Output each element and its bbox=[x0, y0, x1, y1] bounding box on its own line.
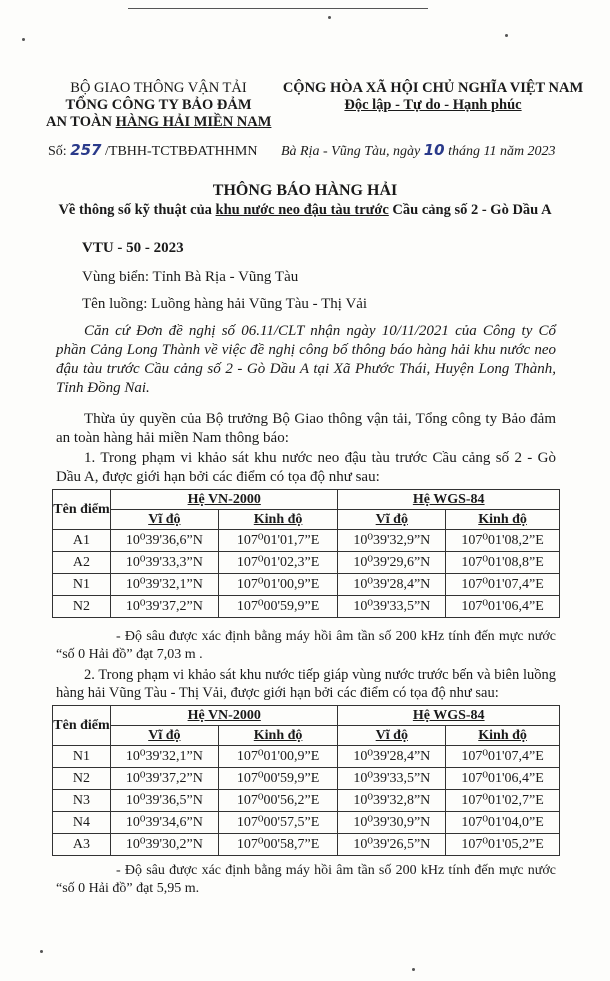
scan-speck bbox=[40, 950, 43, 953]
header-longitude: Kinh độ bbox=[218, 726, 338, 746]
header-latitude: Vĩ độ bbox=[110, 726, 218, 746]
document-subtitle: Về thông số kỹ thuật của khu nước neo đậu tàu trước Cầu cảng số 2 - Gò Dầu A bbox=[58, 202, 552, 218]
header-longitude: Kinh độ bbox=[446, 510, 560, 530]
national-header bbox=[268, 80, 598, 114]
header-point-name: Tên điểm bbox=[53, 706, 111, 746]
header-longitude: Kinh độ bbox=[218, 510, 338, 530]
table-row: A1 10⁰39'36,6”N 107⁰01'01,7”E 10⁰39'32,9”N 107⁰01'08,2”E bbox=[53, 530, 560, 552]
table-row: A2 10⁰39'33,3”N 107⁰01'02,3”E 10⁰39'29,6”N 107⁰01'08,8”E bbox=[53, 552, 560, 574]
section-1-text: 1. Trong phạm vi khảo sát khu nước neo đậu tàu trước Cầu cảng số 2 - Gò Dầu A, được giới hạn bởi các điểm có tọa độ như sau: bbox=[56, 450, 556, 485]
document-date: Bà Rịa - Vũng Tàu, ngày 10 tháng 11 năm 2023 bbox=[281, 141, 556, 159]
table-row: A3 10⁰39'30,2”N 107⁰00'58,7”E 10⁰39'26,5”N 107⁰01'05,2”E bbox=[53, 834, 560, 856]
table-row: N1 10⁰39'32,1”N 107⁰01'00,9”E 10⁰39'28,4”N 107⁰01'07,4”E bbox=[53, 574, 560, 596]
authority-paragraph: Thừa ủy quyền của Bộ trưởng Bộ Giao thông vận tải, Tổng công ty Bảo đảm an toàn hàng hải miền Nam thông báo: bbox=[56, 411, 556, 446]
corporation-name: TỔNG CÔNG TY BẢO ĐẢM bbox=[65, 97, 252, 113]
document-title: THÔNG BÁO HÀNG HẢI bbox=[212, 182, 398, 199]
table-row: N3 10⁰39'36,5”N 107⁰00'56,2”E 10⁰39'32,8”N 107⁰01'02,7”E bbox=[53, 790, 560, 812]
header-latitude: Vĩ độ bbox=[338, 510, 446, 530]
coordinates-table-1 bbox=[52, 489, 560, 618]
depth-note-2: - Độ sâu được xác định bằng máy hồi âm tần số 200 kHz tính đến mực nước “số 0 Hải đồ” đạt 5,95 m. bbox=[56, 863, 556, 896]
corporation-name-2: AN TOÀN HÀNG HẢI MIỀN NAM bbox=[46, 114, 272, 130]
motto: Độc lập - Tự do - Hạnh phúc bbox=[344, 97, 522, 113]
basis-paragraph: Căn cứ Đơn đề nghị số 06.11/CLT nhận ngày 10/11/2021 của Công ty Cổ phần Cảng Long Thành về việc đề nghị công bố thông báo hàng hải khu nước neo đậu tàu trước Cầu cảng số 2 - Gò Dầu A tại Xã Phước Thái, Huyện Long Thành, Tỉnh Đồng Nai. bbox=[56, 323, 556, 396]
channel-name: Tên luồng: Luồng hàng hải Vũng Tàu - Thị Vải bbox=[82, 296, 368, 312]
header-latitude: Vĩ độ bbox=[338, 726, 446, 746]
scan-speck bbox=[22, 38, 25, 41]
coordinates-table-2 bbox=[52, 705, 560, 856]
notice-code: VTU - 50 - 2023 bbox=[82, 240, 184, 256]
ministry-name: BỘ GIAO THÔNG VẬN TẢI bbox=[70, 80, 247, 96]
header-wgs84: Hệ WGS-84 bbox=[338, 490, 560, 510]
handwritten-day: 10 bbox=[423, 141, 445, 159]
table-row: N2 10⁰39'37,2”N 107⁰00'59,9”E 10⁰39'33,5”N 107⁰01'06,4”E bbox=[53, 768, 560, 790]
scan-speck bbox=[412, 968, 415, 971]
top-rule bbox=[128, 8, 428, 9]
header-latitude: Vĩ độ bbox=[110, 510, 218, 530]
header-longitude: Kinh độ bbox=[446, 726, 560, 746]
header-vn2000: Hệ VN-2000 bbox=[110, 490, 337, 510]
issuer-block bbox=[46, 80, 271, 131]
sea-area: Vùng biển: Tỉnh Bà Rịa - Vũng Tàu bbox=[82, 269, 299, 285]
depth-note-1: - Độ sâu được xác định bằng máy hồi âm tần số 200 kHz tính đến mực nước “số 0 Hải đồ” đạt 7,03 m . bbox=[56, 629, 556, 662]
section-2-text: 2. Trong phạm vi khảo sát khu nước tiếp giáp vùng nước trước bến và biên luồng hàng hải Vũng Tàu - Thị Vải, được giới hạn bởi các điểm có tọa độ như sau: bbox=[56, 667, 556, 701]
table-row: N1 10⁰39'32,1”N 107⁰01'00,9”E 10⁰39'28,4”N 107⁰01'07,4”E bbox=[53, 746, 560, 768]
header-wgs84: Hệ WGS-84 bbox=[338, 706, 560, 726]
table-row: N2 10⁰39'37,2”N 107⁰00'59,9”E 10⁰39'33,5”N 107⁰01'06,4”E bbox=[53, 596, 560, 618]
header-point-name: Tên điểm bbox=[53, 490, 111, 530]
header-vn2000: Hệ VN-2000 bbox=[110, 706, 337, 726]
country-name: CỘNG HÒA XÃ HỘI CHỦ NGHĨA VIỆT NAM bbox=[282, 80, 584, 96]
scan-speck bbox=[328, 16, 331, 19]
handwritten-number: 257 bbox=[70, 141, 102, 159]
table-row: N4 10⁰39'34,6”N 107⁰00'57,5”E 10⁰39'30,9”N 107⁰01'04,0”E bbox=[53, 812, 560, 834]
scan-speck bbox=[505, 34, 508, 37]
document-number: Số: 257 /TBHH-TCTBĐATHHMN bbox=[48, 141, 258, 159]
